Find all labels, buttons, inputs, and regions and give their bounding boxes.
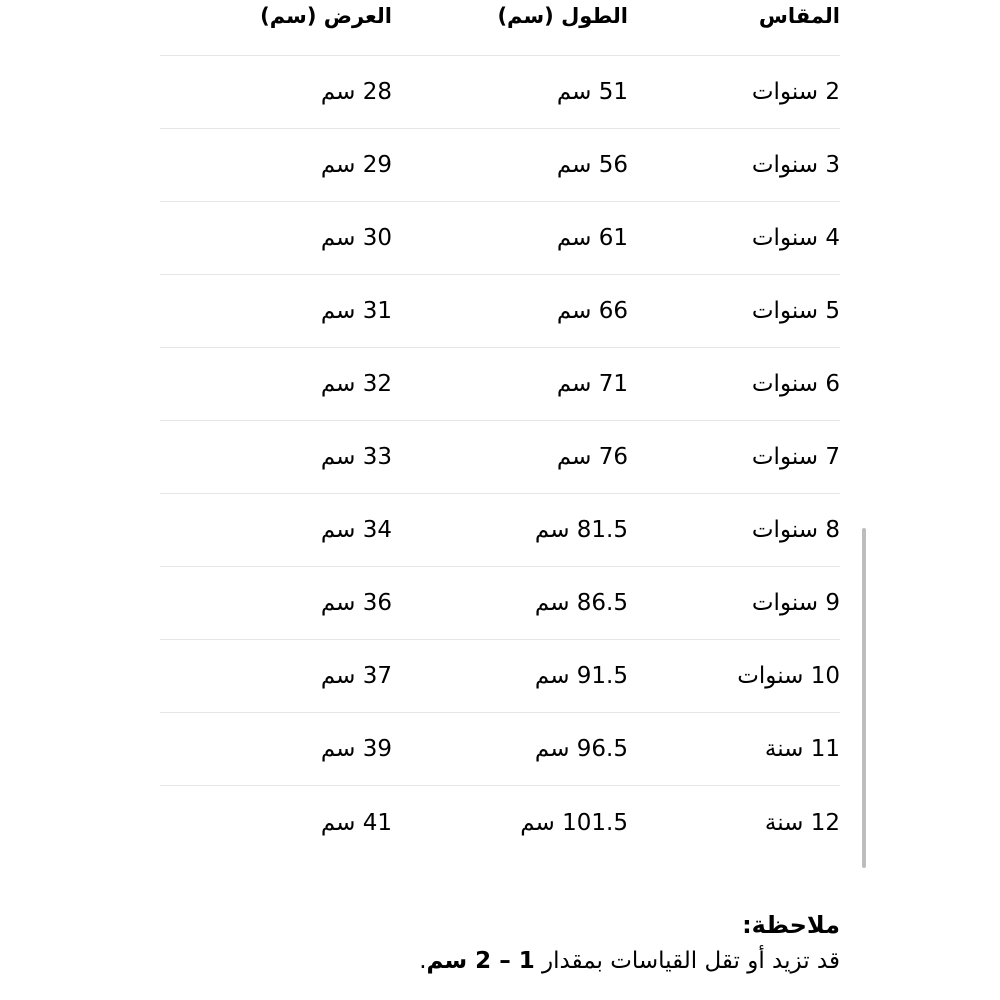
size-chart-table (160, 0, 840, 859)
cell-length: 61 سم (556, 225, 628, 251)
table-row (160, 713, 840, 786)
table-row (160, 129, 840, 202)
cell-size: 10 سنوات (737, 663, 840, 689)
cell-length: 66 سم (556, 298, 628, 324)
note-text-after: . (419, 948, 427, 974)
header-length: الطول (سم) (497, 4, 628, 28)
cell-size: 12 سنة (764, 809, 840, 836)
cell-length: 101.5 سم (520, 809, 628, 836)
cell-size: 3 سنوات (751, 152, 840, 178)
table-row (160, 640, 840, 713)
cell-width: 28 سم (320, 79, 392, 105)
note-range: 1 – 2 سم (426, 948, 535, 974)
cell-width: 29 سم (320, 152, 392, 178)
note-section (160, 908, 840, 980)
cell-size: 9 سنوات (751, 590, 840, 616)
cell-length: 76 سم (556, 444, 628, 470)
note-text (160, 942, 840, 980)
cell-size: 7 سنوات (751, 444, 840, 470)
header-width: العرض (سم) (260, 4, 392, 28)
cell-size: 11 سنة (764, 736, 840, 762)
cell-width: 34 سم (320, 517, 392, 543)
table-row (160, 56, 840, 129)
cell-size: 4 سنوات (751, 225, 840, 251)
cell-length: 86.5 سم (534, 590, 628, 616)
table-row (160, 567, 840, 640)
table-row (160, 202, 840, 275)
cell-length: 96.5 سم (534, 736, 628, 762)
cell-length: 91.5 سم (534, 663, 628, 689)
cell-length: 81.5 سم (534, 517, 628, 543)
cell-size: 6 سنوات (751, 371, 840, 397)
cell-size: 2 سنوات (751, 79, 840, 105)
table-row (160, 786, 840, 859)
cell-width: 31 سم (320, 298, 392, 324)
cell-size: 5 سنوات (751, 298, 840, 324)
table-row (160, 494, 840, 567)
table-row (160, 421, 840, 494)
cell-length: 71 سم (556, 371, 628, 397)
cell-width: 41 سم (320, 809, 392, 836)
cell-size: 8 سنوات (751, 517, 840, 543)
note-title: ملاحظة: (742, 911, 840, 939)
table-row (160, 275, 840, 348)
table-row (160, 348, 840, 421)
cell-width: 32 سم (320, 371, 392, 397)
cell-length: 56 سم (556, 152, 628, 178)
cell-width: 30 سم (320, 225, 392, 251)
cell-width: 39 سم (320, 736, 392, 762)
header-size: المقاس (758, 4, 840, 28)
cell-width: 33 سم (320, 444, 392, 470)
note-text-before: قد تزيد أو تقل القياسات بمقدار (534, 948, 840, 974)
cell-width: 36 سم (320, 590, 392, 616)
cell-length: 51 سم (556, 79, 628, 105)
table-header-row (160, 0, 840, 56)
vertical-scrollbar[interactable] (862, 528, 866, 868)
cell-width: 37 سم (320, 663, 392, 689)
